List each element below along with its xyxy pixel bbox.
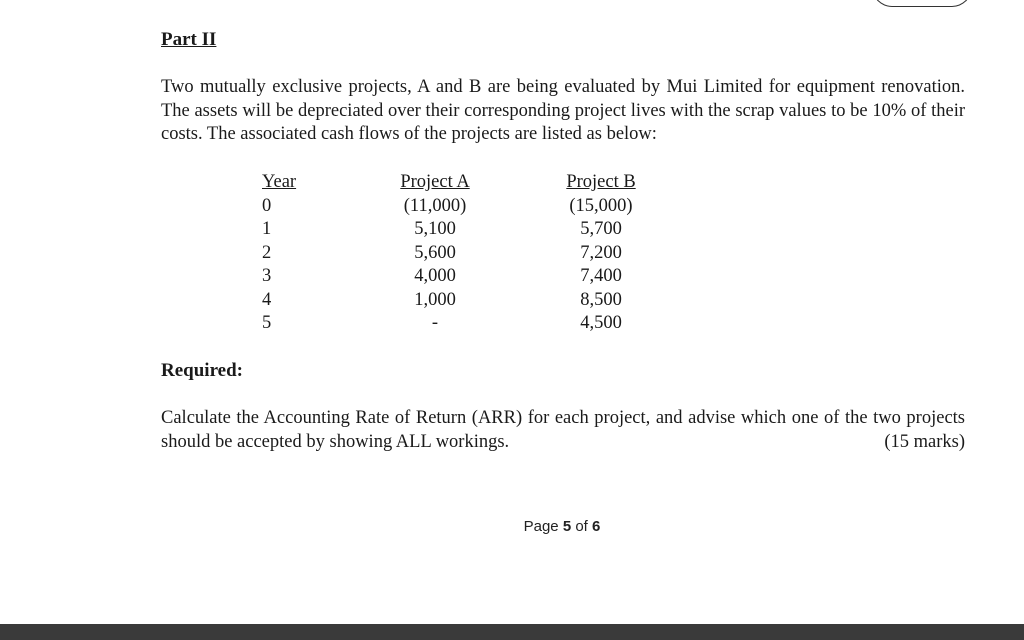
year-cell: 1: [262, 219, 272, 239]
project-a-header: Project A: [400, 172, 470, 192]
project-b-cell: 7,200: [580, 242, 622, 263]
viewer-bottom-bar: [0, 624, 1024, 640]
year-cell: 4: [262, 289, 272, 310]
project-b-header: Project B: [566, 172, 636, 192]
project-b-cell: 5,700: [580, 219, 622, 239]
section-heading: Part II: [161, 29, 217, 50]
intro-paragraph: Two mutually exclusive projects, A and B are being evaluated by Mui Limited for equipment renovation. The assets will be depreciated over their corresponding project lives with the scrap values to be 10% of their costs. The associated cash flows of the projects are listed as below:: [161, 77, 965, 144]
project-a-cell: 4,000: [414, 266, 456, 286]
year-column: [262, 171, 322, 336]
project-b-column: [546, 171, 656, 336]
page-word: Page: [523, 518, 559, 535]
year-cell: 3: [262, 266, 272, 286]
page-number: 5: [562, 518, 572, 535]
page-footer: [0, 518, 1024, 535]
year-cell: 0: [262, 195, 272, 216]
project-b-cell: 8,500: [580, 289, 622, 310]
project-b-cell: 4,500: [580, 313, 622, 333]
project-a-cell: 5,100: [414, 219, 456, 239]
year-cell: 2: [262, 242, 272, 263]
total-pages: 6: [592, 518, 601, 535]
of-word: of: [575, 518, 588, 535]
project-a-cell: 5,600: [414, 242, 456, 263]
question-text: Calculate the Accounting Rate of Return (ARR) for each project, and advise which one of the two projects should be accepted by showing ALL workings.: [161, 408, 965, 452]
project-a-cell: (11,000): [403, 195, 467, 216]
marks-label: (15 marks): [884, 431, 965, 452]
year-header: Year: [262, 172, 297, 192]
project-a-cell: -: [431, 313, 439, 333]
question-paragraph: [161, 407, 965, 454]
project-a-cell: 1,000: [414, 289, 456, 310]
corner-bracket-mark: [872, 0, 972, 7]
year-cell: 5: [262, 313, 272, 333]
project-a-column: [380, 171, 490, 336]
project-b-cell: (15,000): [569, 195, 633, 216]
required-label: Required:: [161, 360, 243, 381]
project-b-cell: 7,400: [580, 266, 622, 286]
